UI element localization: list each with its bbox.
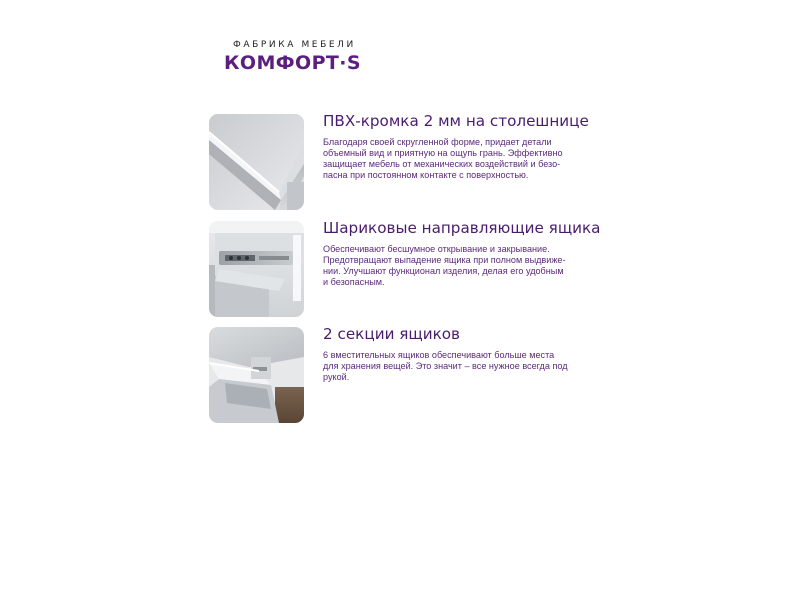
feature-description bbox=[323, 244, 609, 288]
description-line: защищает мебель от механических воздействий и безо- bbox=[323, 159, 561, 169]
ball-bearing-slide-photo bbox=[209, 221, 304, 317]
brand-subtitle: ФАБРИКА МЕБЕЛИ bbox=[233, 40, 356, 50]
description-line: 6 вместительных ящиков обеспечивают больше места bbox=[323, 350, 555, 360]
description-line: Предотвращают выпадение ящика при полном выдвиже- bbox=[323, 255, 566, 265]
brand-logo bbox=[224, 40, 364, 74]
description-line: нии. Улучшают функционал изделия, делая его удобным bbox=[323, 266, 564, 276]
feature-item-edge bbox=[209, 114, 609, 210]
tabletop-edge-photo bbox=[209, 114, 304, 210]
feature-item-drawers bbox=[209, 327, 609, 423]
description-line: Благодаря своей скругленной форме, придает детали bbox=[323, 137, 552, 147]
drawer-sections-photo bbox=[209, 327, 304, 423]
feature-title: 2 секции ящиков bbox=[323, 325, 460, 343]
description-line: для хранения вещей. Это значит – все нужное всегда под bbox=[323, 361, 568, 371]
description-line: объемный вид и приятную на ощупь грань. Эффективно bbox=[323, 148, 563, 158]
brand-name: КОМФОРТ·S bbox=[224, 52, 361, 74]
feature-description bbox=[323, 350, 609, 383]
feature-title: Шариковые направляющие ящика bbox=[323, 219, 601, 237]
description-line: и безопасным. bbox=[323, 277, 385, 287]
feature-item-slides bbox=[209, 221, 609, 317]
feature-description bbox=[323, 137, 609, 181]
description-line: Обеспечивают бесшумное открывание и закрывание. bbox=[323, 244, 550, 254]
description-line: рукой. bbox=[323, 372, 350, 382]
description-line: пасна при постоянном контакте с поверхностью. bbox=[323, 170, 529, 180]
feature-title: ПВХ-кромка 2 мм на столешнице bbox=[323, 112, 589, 130]
